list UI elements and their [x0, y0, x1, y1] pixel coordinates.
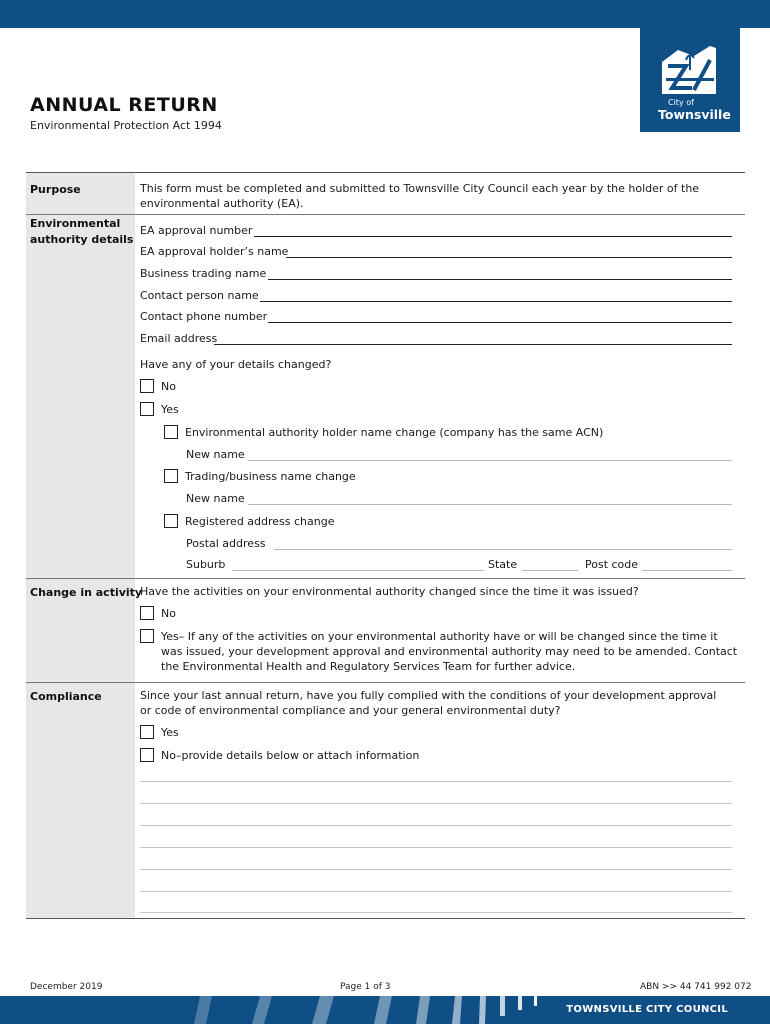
decorative-stripes-icon: [0, 996, 560, 1024]
holder-name-input[interactable]: [286, 257, 732, 258]
footer-council-name: TOWNSVILLE CITY COUNCIL: [566, 1004, 728, 1015]
activity-yes-label: Yes– If any of the activities on your environmental authority have or will be changed since the time it was issued, your development approval and environmental authority may need to be amended. Contact the Environmental Health and Regulatory Services Team for further advice.: [161, 630, 738, 673]
field-label-trading-name: Business trading name: [140, 267, 267, 280]
footer-date: December 2019: [30, 982, 103, 992]
field-label-contact-person: Contact person name: [140, 289, 259, 302]
details-no-label: No: [161, 380, 176, 393]
compliance-yes-checkbox[interactable]: [140, 725, 154, 739]
postal-address-input[interactable]: [274, 549, 732, 550]
section-label-compliance: Compliance: [30, 690, 102, 703]
suburb-label: Suburb: [186, 558, 226, 571]
suburb-input[interactable]: [232, 570, 484, 571]
address-change-label: Registered address change: [185, 515, 335, 528]
details-yes-label: Yes: [161, 403, 179, 416]
divider: [26, 918, 745, 919]
address-change-checkbox[interactable]: [164, 514, 178, 528]
postcode-input[interactable]: [642, 570, 732, 571]
field-label-ea-number: EA approval number: [140, 224, 253, 237]
activity-no-label: No: [161, 607, 176, 620]
details-writing-line[interactable]: [140, 781, 732, 782]
new-trading-name-input[interactable]: [248, 504, 732, 505]
activity-question: Have the activities on your environmental authority changed since the time it was issued?: [140, 585, 639, 598]
new-holder-name-label: New name: [186, 448, 245, 461]
postal-address-label: Postal address: [186, 537, 266, 550]
compliance-no-label: No–provide details below or attach information: [161, 749, 420, 762]
new-trading-name-label: New name: [186, 492, 245, 505]
section-label-change-in-activity: Change in activity: [30, 586, 143, 599]
activity-yes-checkbox[interactable]: [140, 629, 154, 643]
logo-mark-icon: [658, 42, 722, 98]
footer-page-number: Page 1 of 3: [340, 982, 391, 992]
purpose-text: This form must be completed and submitted to Townsville City Council each year by the holder of the environmental authority (EA).: [140, 182, 700, 210]
top-brand-bar: [0, 0, 770, 28]
logo-city-text: City of: [668, 98, 694, 107]
postcode-label: Post code: [585, 558, 639, 571]
contact-person-input[interactable]: [260, 301, 732, 302]
logo-name-text: Townsville: [658, 107, 731, 122]
state-input[interactable]: [522, 570, 578, 571]
compliance-yes-label: Yes: [161, 726, 179, 739]
details-writing-line[interactable]: [140, 869, 732, 870]
field-label-contact-phone: Contact phone number: [140, 310, 268, 323]
section-label-column: [26, 172, 135, 918]
details-writing-line[interactable]: [140, 847, 732, 848]
state-label: State: [488, 558, 518, 571]
activity-no-checkbox[interactable]: [140, 606, 154, 620]
details-no-checkbox[interactable]: [140, 379, 154, 393]
divider: [26, 172, 745, 173]
ea-number-input[interactable]: [254, 236, 732, 237]
trading-name-change-checkbox[interactable]: [164, 469, 178, 483]
page-title: ANNUAL RETURN: [30, 94, 218, 116]
divider: [26, 214, 745, 215]
details-yes-checkbox[interactable]: [140, 402, 154, 416]
section-label-ea-details: Environmental authority details: [30, 217, 134, 246]
details-writing-line[interactable]: [140, 825, 732, 826]
contact-phone-input[interactable]: [268, 322, 732, 323]
holder-name-change-checkbox[interactable]: [164, 425, 178, 439]
divider: [26, 682, 745, 683]
details-writing-line[interactable]: [140, 891, 732, 892]
footer-abn: ABN >> 44 741 992 072: [640, 982, 752, 992]
page-subtitle: Environmental Protection Act 1994: [30, 119, 222, 132]
bottom-brand-bar: [0, 996, 770, 1024]
trading-name-input[interactable]: [268, 279, 732, 280]
section-label-purpose: Purpose: [30, 183, 81, 196]
details-writing-line[interactable]: [140, 803, 732, 804]
field-label-holder-name: EA approval holder’s name: [140, 245, 289, 258]
holder-name-change-label: Environmental authority holder name change (company has the same ACN): [185, 426, 604, 439]
trading-name-change-label: Trading/business name change: [185, 470, 356, 483]
details-changed-question: Have any of your details changed?: [140, 358, 332, 371]
details-writing-line[interactable]: [140, 912, 732, 913]
email-input[interactable]: [214, 344, 732, 345]
townsville-logo: [640, 28, 740, 132]
field-label-email: Email address: [140, 332, 218, 345]
divider: [26, 578, 745, 579]
new-holder-name-input[interactable]: [248, 460, 732, 461]
compliance-question: Since your last annual return, have you fully complied with the conditions of your development approval or code of environmental compliance and your general environmental duty?: [140, 689, 717, 717]
compliance-no-checkbox[interactable]: [140, 748, 154, 762]
